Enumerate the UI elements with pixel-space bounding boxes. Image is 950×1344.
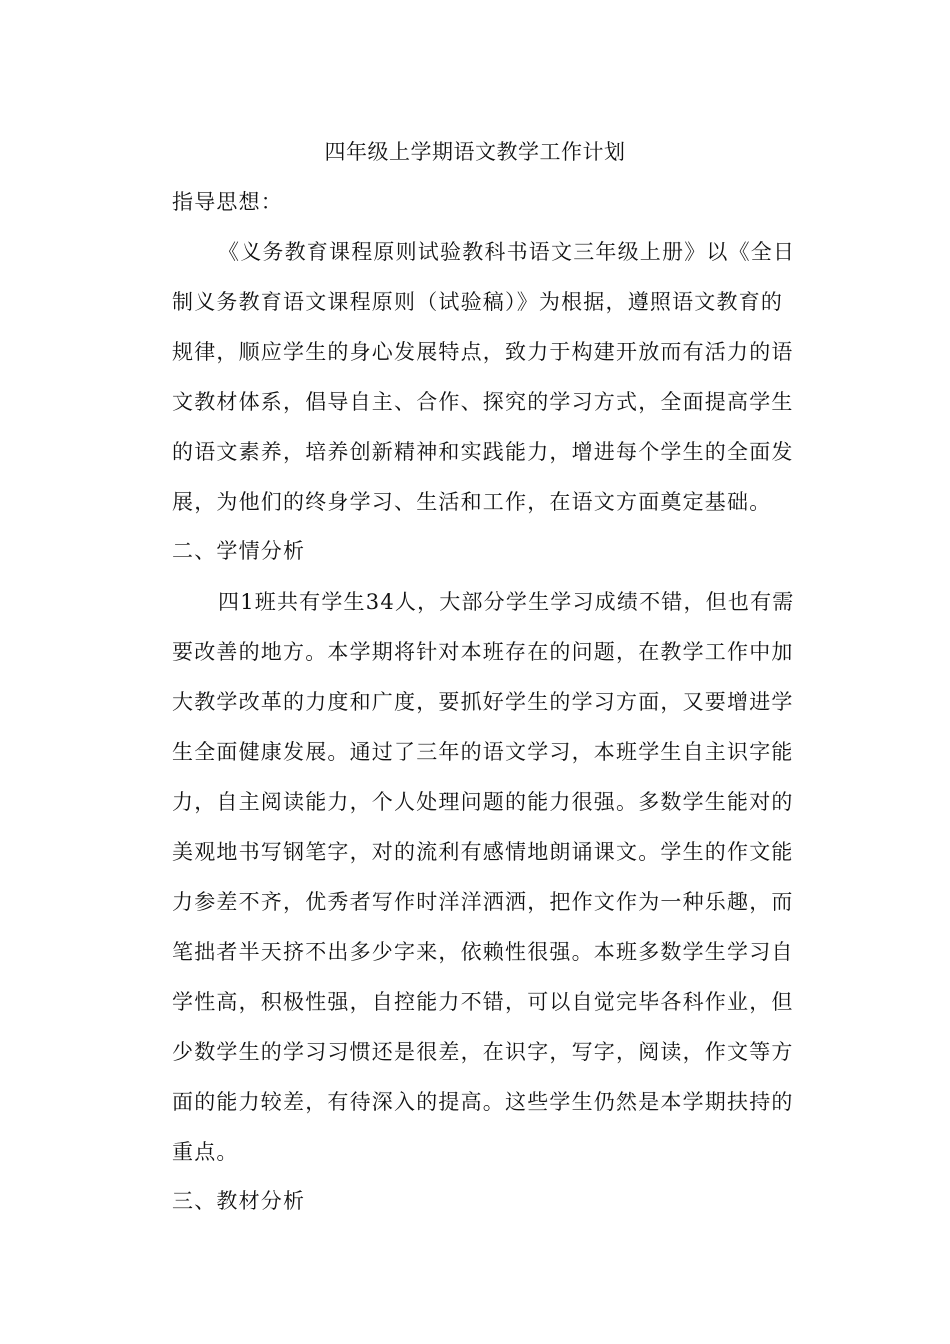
paragraph-line: 规律，顺应学生的身心发展特点，致力于构建开放而有活力的语 (172, 340, 794, 364)
paragraph-line: 学性高，积极性强，自控能力不错，可以自觉完毕各科作业，但 (172, 990, 794, 1014)
paragraph-line: 美观地书写钢笔字，对的流利有感情地朗诵课文。学生的作文能 (172, 840, 794, 864)
paragraph-line: 四1班共有学生34人，大部分学生学习成绩不错，但也有需 (218, 590, 795, 614)
paragraph-line: 制义务教育语文课程原则（试验稿）》为根据，遵照语文教育的 (172, 290, 784, 314)
paragraph-line: 《义务教育课程原则试验教科书语文三年级上册》以《全日 (218, 240, 796, 264)
section-heading-student-analysis: 二、学情分析 (172, 539, 306, 563)
paragraph-line: 要改善的地方。本学期将针对本班存在的问题，在教学工作中加 (172, 640, 794, 664)
paragraph-line: 大教学改革的力度和广度，要抓好学生的学习方面，又要增进学 (172, 690, 794, 714)
paragraph-line: 重点。 (172, 1140, 239, 1164)
section-heading-guiding-thought: 指导思想： (172, 190, 283, 214)
paragraph-line: 的语文素养，培养创新精神和实践能力，增进每个学生的全面发 (172, 440, 794, 464)
paragraph-line: 笔拙者半天挤不出多少字来，依赖性很强。本班多数学生学习自 (172, 940, 794, 964)
document-title: 四年级上学期语文教学工作计划 (324, 140, 626, 164)
paragraph-line: 生全面健康发展。通过了三年的语文学习，本班学生自主识字能 (172, 740, 794, 764)
paragraph-line: 力参差不齐，优秀者写作时洋洋洒洒，把作文作为一种乐趣，而 (172, 890, 794, 914)
paragraph-line: 展，为他们的终身学习、生活和工作，在语文方面奠定基础。 (172, 490, 772, 514)
paragraph-line: 力，自主阅读能力，个人处理问题的能力很强。多数学生能对的 (172, 790, 794, 814)
paragraph-line: 面的能力较差，有待深入的提高。这些学生仍然是本学期扶持的 (172, 1090, 794, 1114)
paragraph-line: 少数学生的学习习惯还是很差，在识字，写字，阅读，作文等方 (172, 1040, 794, 1064)
section-heading-textbook-analysis: 三、教材分析 (172, 1189, 306, 1213)
paragraph-line: 文教材体系，倡导自主、合作、探究的学习方式，全面提高学生 (172, 390, 794, 414)
